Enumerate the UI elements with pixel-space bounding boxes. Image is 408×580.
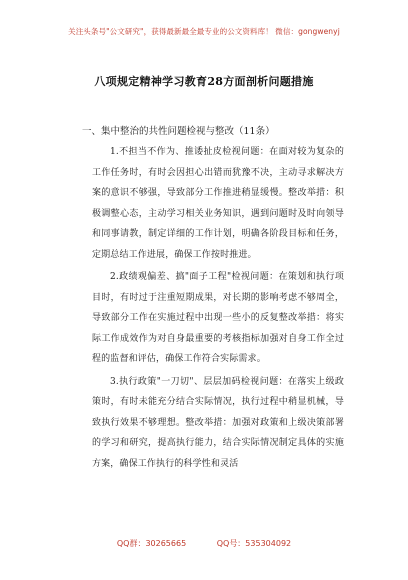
footer-qq: QQ号：535304092 bbox=[216, 539, 292, 548]
paragraph-2: 2.政绩观偏差、搞"面子工程"检视问题：在策划和执行项目时，有时过于注重短期成果，对长期的影响考虑不够周全，导致部分工作在实施过程中出现一些小的反复整改举措：将实际工作成效作为对自身最重要的考核指标加强对自身工作全过程的监督和评估，确保工作符合实际需求。 bbox=[92, 272, 344, 364]
page-header-banner: 关注头条号"公文研究"，获得最新最全最专业的公文资料库！ 微信：gongwenyj bbox=[68, 27, 340, 36]
page-footer bbox=[0, 538, 408, 549]
document-title: 八项规定精神学习教育28方面剖析问题措施 bbox=[94, 75, 314, 88]
paragraph-3: 3.执行政策"一刀切"、层层加码检视问题：在落实上级政策时，有时未能充分结合实际情况，执行过程中稍显机械，导致执行效果不够理想。整改举措：加强对政策和上级决策部署的学习和研究，提高执行能力，结合实际情况制定具体的实施方案，确保工作执行的科学性和灵活 bbox=[92, 376, 344, 469]
paragraph-1: 1.不担当不作为、推诿扯皮检视问题：在面对较为复杂的工作任务时，有时会因担心出错而犹豫不决，主动寻求解决方案的意识不够强，导致部分工作推进稍显缓慢。整改举措：积极调整心态，主动学习相关业务知识，遇到问题时及时向领导和同事请教，制定详细的工作计划，明确各阶段目标和任务，定期总结工作进展，确保工作按时推进。 bbox=[92, 147, 344, 260]
section-heading: 一、集中整治的共性问题检视与整改（11条） bbox=[82, 126, 275, 137]
footer-qq-group: QQ群：30265665 bbox=[116, 539, 187, 548]
document-body bbox=[92, 142, 344, 476]
